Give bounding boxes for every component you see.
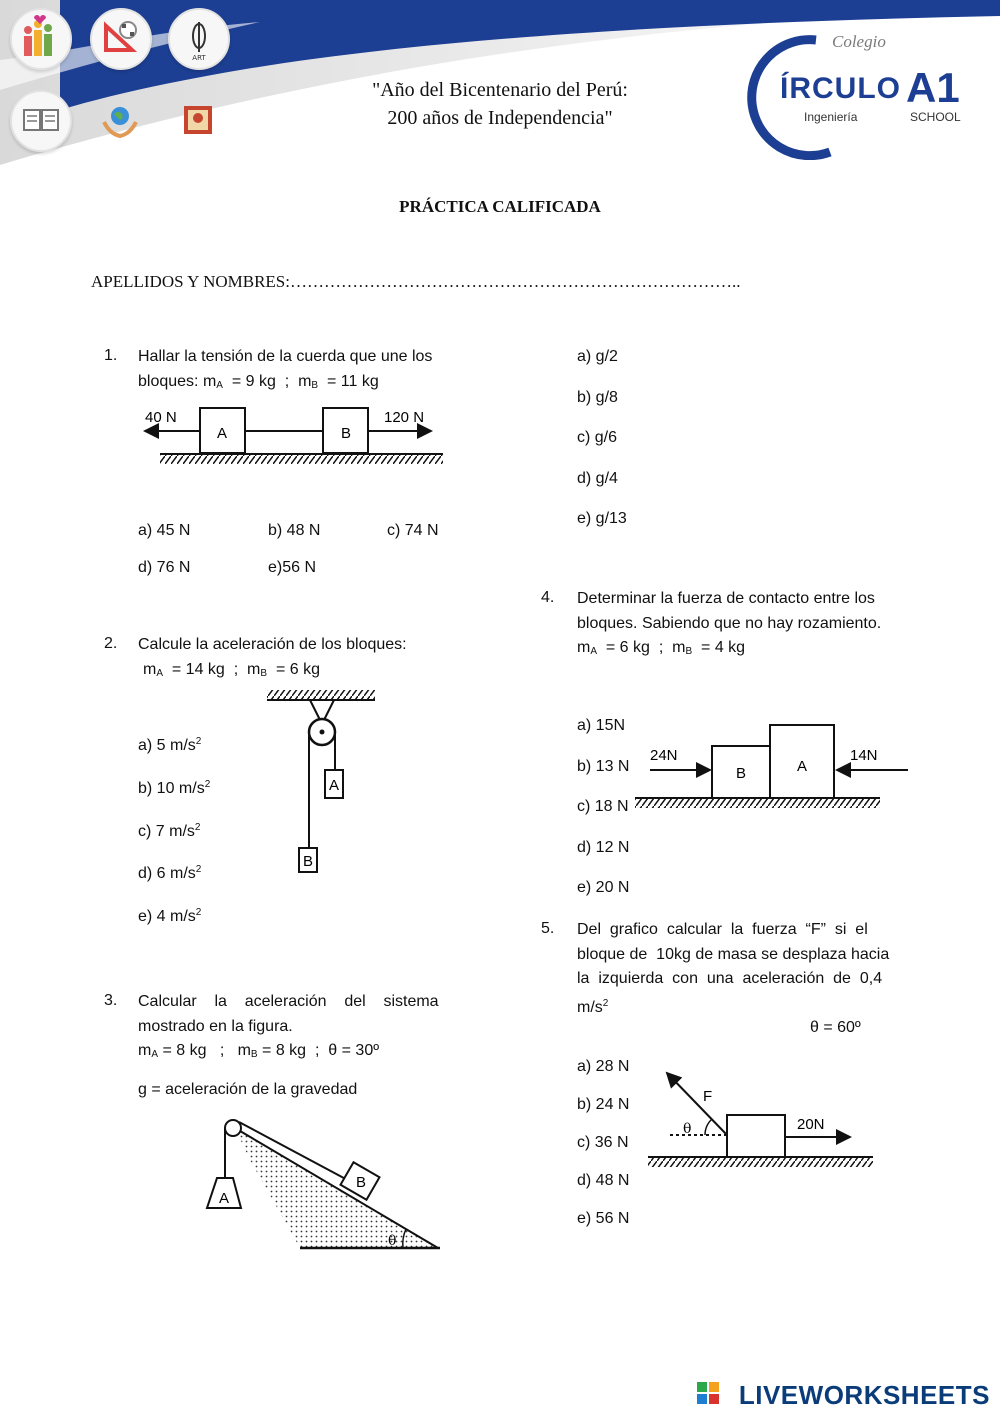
certificate-icon <box>178 100 218 140</box>
q2-block-b-label: B <box>302 853 314 870</box>
page-title: PRÁCTICA CALIFICADA <box>399 197 601 216</box>
q1-option-a[interactable]: a) 45 N <box>138 522 191 539</box>
q3-pulley <box>225 1120 241 1136</box>
q3-figure <box>195 1110 455 1255</box>
q5-block <box>727 1115 785 1157</box>
q3-block-b-label: B <box>355 1174 367 1191</box>
q2-figure <box>262 688 382 878</box>
q3-option-e[interactable]: e) g/13 <box>577 510 627 527</box>
q3-gravity-note: g = aceleración de la gravedad <box>138 1081 358 1098</box>
q3-text: Calcular la aceleración del sistema mostrado en la figura. $m_A = 8$ kg ; $m_B = 8$ kg ; θ = 30º <box>138 993 439 1060</box>
q4-left-force: 24N <box>650 747 678 764</box>
q1-left-force: 40 N <box>145 409 177 426</box>
q4-option-c[interactable]: c) 18 N <box>577 798 629 815</box>
q2-option-c[interactable]: c) 7 $m/s^2$ <box>138 822 201 840</box>
q1-option-c[interactable]: c) 74 N <box>387 522 439 539</box>
q2-option-d[interactable]: d) 6 $m/s^2$ <box>138 864 202 882</box>
q5-number: 5. <box>541 920 555 937</box>
liveworksheets-brand[interactable]: LIVEWORKSHEETS <box>738 1380 990 1410</box>
q4-block-a-label: A <box>796 758 808 775</box>
q5-force-label: 20N <box>797 1116 825 1133</box>
q3-option-d[interactable]: d) g/4 <box>577 470 618 487</box>
q3-number: 3. <box>104 992 118 1009</box>
q5-angle-value: θ = 60º <box>810 1019 861 1036</box>
q2-option-e[interactable]: e) 4 $m/s^2$ <box>138 907 202 925</box>
q4-option-d[interactable]: d) 12 N <box>577 839 630 856</box>
q2-option-a[interactable]: a) 5 $m/s^2$ <box>138 736 202 754</box>
q1-block-b-label: B <box>340 425 352 442</box>
q5-text: Del grafico calcular la fuerza “F” si el bloque de 10kg de masa se desplaza hacia la izquierda con una aceleración de 0,4 $m/s^2$ <box>577 921 890 1016</box>
q5-angle-label: θ <box>683 1121 692 1137</box>
q4-option-e[interactable]: e) 20 N <box>577 879 630 896</box>
q5-option-c[interactable]: c) 36 N <box>577 1134 629 1151</box>
q3-option-c[interactable]: c) g/6 <box>577 429 618 446</box>
q2-block-a-label: A <box>328 777 340 794</box>
q4-option-b[interactable]: b) 13 N <box>577 758 630 775</box>
q1-right-force: 120 N <box>384 409 425 426</box>
q2-number: 2. <box>104 635 118 652</box>
q2-option-b[interactable]: b) 10 $m/s^2$ <box>138 779 211 797</box>
globe-hands-icon <box>100 100 140 140</box>
q4-block-b-label: B <box>735 765 747 782</box>
q1-block-a-label: A <box>216 425 228 442</box>
q3-angle-label: θ <box>388 1233 397 1249</box>
q1-text: Hallar la tensión de la cuerda que une los bloques: $m_A = 9$ kg ; $m_B = 11$ kg <box>138 348 433 391</box>
liveworksheets-logo-icon <box>697 1382 719 1404</box>
q5-option-b[interactable]: b) 24 N <box>577 1096 630 1113</box>
q5-f-label: F <box>703 1088 713 1105</box>
q4-figure <box>630 718 915 818</box>
q4-right-force: 14N <box>850 747 878 764</box>
q5-option-e[interactable]: e) 56 N <box>577 1210 630 1227</box>
q3-block-a-label: A <box>218 1190 230 1207</box>
school-logo: Colegio ÍRCULO A1 Ingeniería SCHOOL <box>738 30 978 160</box>
people-icon <box>10 8 72 70</box>
q5-figure <box>645 1065 880 1175</box>
q4-text: Determinar la fuerza de contacto entre los bloques. Sabiendo que no hay rozamiento. $m_A = 6$ kg ; $m_B = 4$ kg <box>577 590 882 657</box>
geometry-icon <box>90 8 152 70</box>
svg-text:ART: ART <box>192 54 206 62</box>
q4-number: 4. <box>541 589 555 606</box>
art-icon <box>168 8 230 70</box>
q2-text: Calcule la aceleración de los bloques: $m_A = 14$ kg ; $m_B = 6$ kg <box>138 636 407 679</box>
q1-figure <box>135 400 455 470</box>
q4-option-a[interactable]: a) 15N <box>577 717 626 734</box>
q3-option-a[interactable]: a) g/2 <box>577 348 618 365</box>
q3-option-b[interactable]: b) g/8 <box>577 389 618 406</box>
names-line[interactable]: APELLIDOS Y NOMBRES:…………………………………………………………………….. <box>91 272 741 291</box>
theater-icon <box>10 90 72 152</box>
slogan: "Año del Bicentenario del Perú: 200 años de Independencia" <box>372 79 628 129</box>
q1-option-d[interactable]: d) 76 N <box>138 559 191 576</box>
q1-number: 1. <box>104 347 118 364</box>
q5-option-d[interactable]: d) 48 N <box>577 1172 630 1189</box>
q1-option-b[interactable]: b) 48 N <box>268 522 321 539</box>
q5-option-a[interactable]: a) 28 N <box>577 1058 630 1075</box>
q1-option-e[interactable]: e)56 N <box>268 559 317 576</box>
